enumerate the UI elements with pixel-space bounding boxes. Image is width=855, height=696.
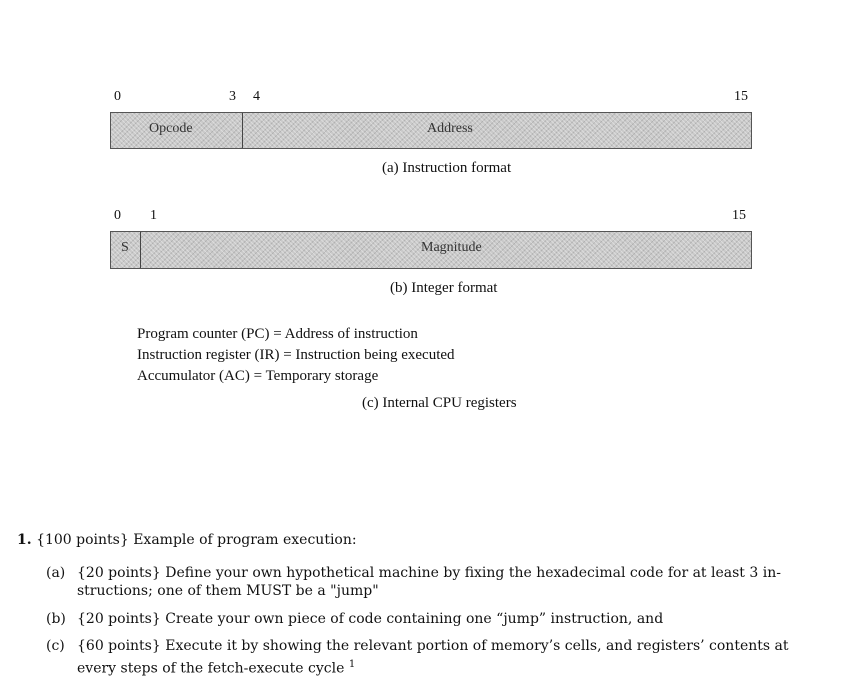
part-b-label: (b)	[46, 611, 66, 627]
integer-format-caption: (b) Integer format	[390, 280, 498, 296]
opcode-address-divider	[242, 113, 243, 148]
int-bit-label-0: 0	[114, 208, 121, 223]
bit-label-4: 4	[253, 89, 260, 104]
question-header-text: {100 points} Example of program execution:	[36, 532, 357, 548]
register-line-ir: Instruction register (IR) = Instruction being executed	[137, 347, 455, 363]
part-c-line2-wrap	[77, 655, 355, 679]
part-a-line2: structions; one of them MUST be a "jump"	[77, 583, 379, 599]
sign-field: S	[121, 240, 129, 255]
int-bit-label-1: 1	[150, 208, 157, 223]
footnote-marker: 1	[348, 659, 356, 670]
part-c-line1: {60 points} Execute it by showing the relevant portion of memory’s cells, and registers’ contents at	[77, 638, 789, 654]
instruction-format-bar	[110, 112, 752, 149]
integer-format-bar	[110, 231, 752, 269]
part-a-label: (a)	[46, 565, 66, 581]
magnitude-field: Magnitude	[421, 240, 482, 255]
register-line-ac: Accumulator (AC) = Temporary storage	[137, 368, 379, 384]
question-number: 1.	[17, 532, 32, 548]
part-c-line2: every steps of the fetch-execute cycle	[77, 660, 345, 677]
opcode-field: Opcode	[149, 121, 193, 136]
part-b-line1: {20 points} Create your own piece of code containing one “jump” instruction, and	[77, 611, 664, 627]
bit-label-0: 0	[114, 89, 121, 104]
part-c-label: (c)	[46, 638, 65, 654]
question-header	[17, 530, 357, 550]
instruction-format-caption: (a) Instruction format	[382, 160, 512, 176]
part-a-line1: {20 points} Define your own hypothetical machine by fixing the hexadecimal code for at least 3 in-	[77, 565, 781, 581]
bit-label-15: 15	[734, 89, 748, 104]
register-line-pc: Program counter (PC) = Address of instruction	[137, 326, 418, 342]
address-field: Address	[427, 121, 473, 136]
int-bit-label-15: 15	[732, 208, 746, 223]
sign-magnitude-divider	[140, 232, 141, 268]
registers-caption: (c) Internal CPU registers	[362, 395, 517, 411]
bit-label-3: 3	[229, 89, 236, 104]
